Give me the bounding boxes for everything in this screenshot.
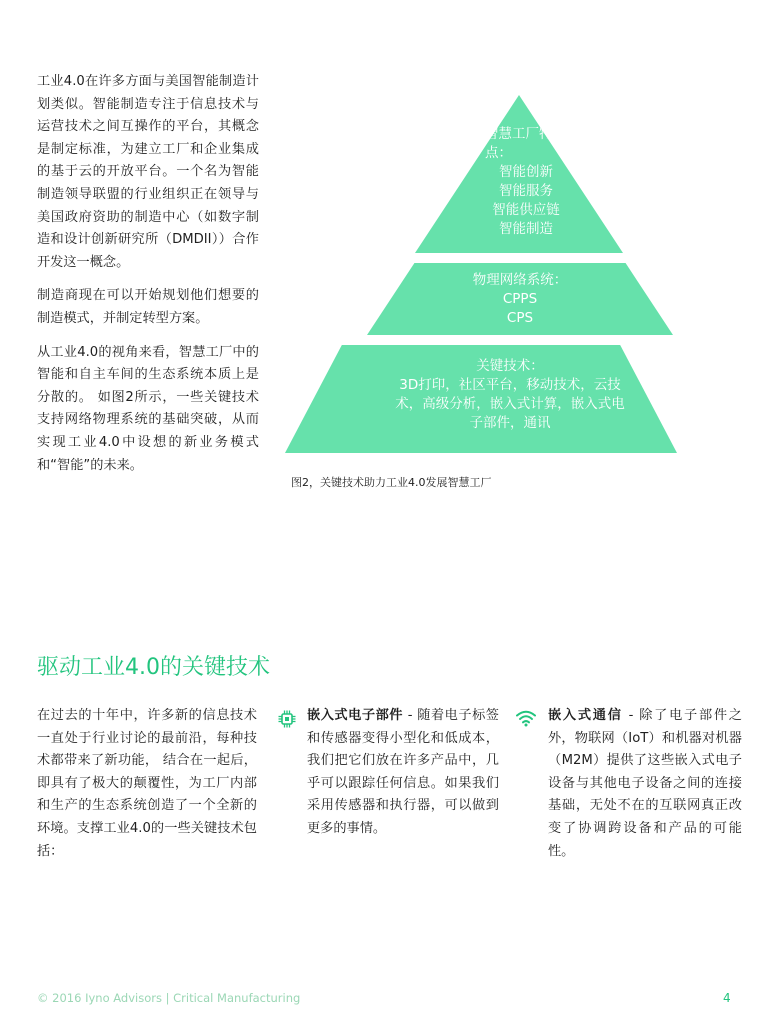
col2-body: - 随着电子标签和传感器变得小型化和低成本，我们把它们放在许多产品中，几乎可以跟踪任何信息。如果我们采用传感器和执行器，可以做到更多的事情。 (307, 708, 499, 836)
section-col-1: 在过去的十年中，许多新的信息技术一直处于行业讨论的最前沿，每种技术都带来了新功能， 结合在一起后，即具有了极大的颠覆性，为工厂内部和生产的生态系统创造了一个全新的环境。支撑工业4.0的一些关键技术包括： (37, 708, 257, 859)
pyramid-top-item: 智能供应链 (492, 202, 560, 218)
pyramid-bottom-text (395, 357, 625, 433)
section-col-3 (548, 705, 742, 863)
pyramid-top-text (481, 125, 571, 239)
pyramid-top-item: 智能制造 (499, 221, 553, 237)
section-title: 驱动工业4.0的关键技术 (37, 655, 270, 680)
pyramid-middle-item: CPS (506, 310, 534, 326)
pyramid-top-heading: 智慧工厂特点： (485, 126, 553, 161)
chip-icon (277, 709, 297, 729)
pyramid-bottom-heading: 关键技术： (476, 358, 544, 374)
intro-paragraph-1: 工业4.0在许多方面与美国智能制造计划类似。智能制造专注于信息技术与运营技术之间互操作的平台，其概念是制定标准，为建立工厂和企业集成的基于云的开放平台。一个名为智能制造领导联盟的行业组织正在领导与美国政府资助的制造中心（如数字制造和设计创新研究所（DMDII））合作开发这一概念。 (37, 74, 259, 270)
col3-body: - 除了电子部件之外，物联网（IoT）和机器对机器（M2M）提供了这些嵌入式电子设备与其他电子设备之间的连接基础，无处不在的互联网真正改变了协调跨设备和产品的可能性。 (548, 708, 742, 859)
col3-title: 嵌入式通信 (548, 708, 623, 723)
page-number: 4 (723, 991, 731, 1005)
footer-copyright: © 2016 Iyno Advisors | Critical Manufacturing (37, 991, 301, 1005)
intro-paragraph-3: 从工业4.0的视角来看，智慧工厂中的智能和自主车间的生态系统本质上是分散的。 如图2所示，一些关键技术支持网络物理系统的基础突破，从而实现工业4.0中设想的新业务模式和“智能”的未来。 (37, 344, 259, 473)
pyramid-bottom-body: 3D打印，社区平台，移动技术，云技术，高级分析，嵌入式计算，嵌入式电子部件，通讯 (395, 377, 625, 431)
wifi-icon (515, 709, 537, 727)
pyramid-middle-text (417, 271, 623, 328)
section-col-2 (307, 705, 499, 841)
pyramid-diagram (285, 95, 677, 465)
col2-title: 嵌入式电子部件 (307, 708, 404, 723)
pyramid-middle-item: CPPS (502, 291, 538, 307)
intro-text (37, 71, 259, 488)
pyramid-middle-heading: 物理网络系统： (472, 272, 568, 288)
intro-paragraph-2: 制造商现在可以开始规划他们想要的制造模式，并制定转型方案。 (37, 288, 259, 326)
pyramid-top-item: 智能服务 (499, 183, 553, 199)
pyramid-top-item: 智能创新 (499, 164, 553, 180)
figure-caption: 图2，关键技术助力工业4.0发展智慧工厂 (291, 476, 492, 489)
